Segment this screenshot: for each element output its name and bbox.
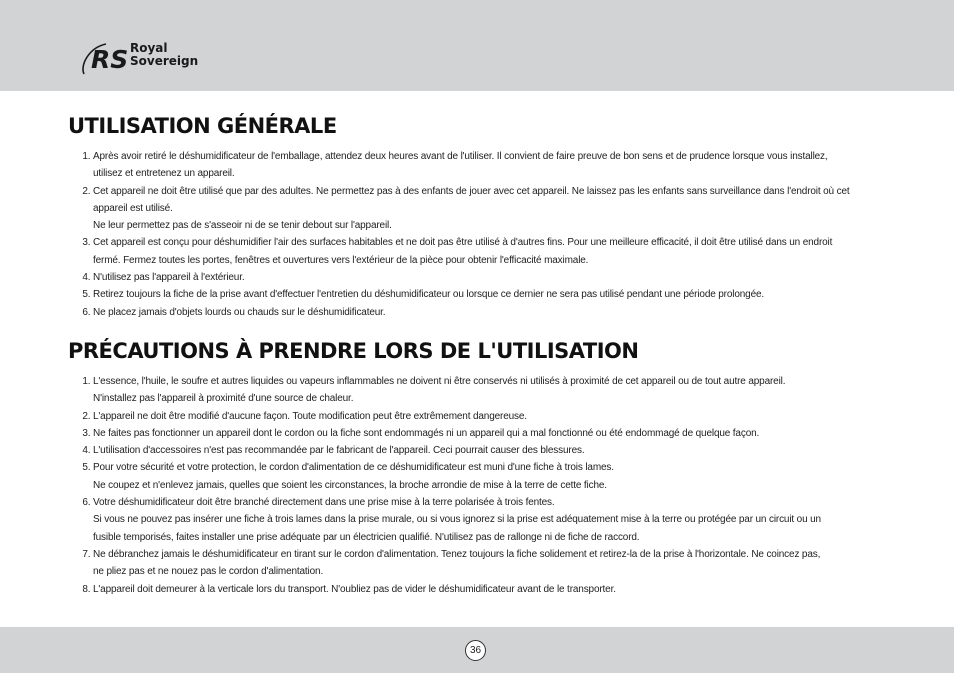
list-item-line: Pour votre sécurité et votre protection, le cordon d'alimentation de ce déshumidificateur est muni d'une fiche à trois lames. xyxy=(93,462,614,474)
list-item xyxy=(93,304,898,321)
rs-monogram-icon xyxy=(78,38,130,78)
list-item-line: N'utilisez pas l'appareil à l'extérieur. xyxy=(93,272,245,284)
list-item-line: Après avoir retiré le déshumidificateur de l'emballage, attendez deux heures avant de l'utiliser. Il convient de faire preuve de bon sens et de prudence lorsque vous installez, xyxy=(93,151,828,162)
page-content xyxy=(68,112,898,598)
logo-wordmark xyxy=(130,42,198,68)
list-item-line: Cet appareil ne doit être utilisé que par des adultes. Ne permettez pas à des enfants de jouer avec cet appareil. Ne laissez pas les enfants sans surveillance dans l'endroit où cet xyxy=(93,185,850,197)
monogram-text: RS xyxy=(91,45,129,74)
list-item xyxy=(93,234,898,269)
list-item xyxy=(93,425,898,442)
list-item-line: Ne faites pas fonctionner un appareil dont le cordon ou la fiche sont endommagés ni un appareil qui a mal fonctionné ou été endommagé de quelque façon. xyxy=(93,427,760,439)
list-item xyxy=(93,408,898,425)
list-item-line: utilisez et entretenez un appareil. xyxy=(93,168,235,180)
list-item-line: Ne leur permettez pas de s'asseoir ni de se tenir debout sur l'appareil. xyxy=(93,220,392,232)
list-item-line: Ne coupez et n'enlevez jamais, quelles que soient les circonstances, la broche arrondie de mise à la terre de cette fiche. xyxy=(93,479,607,491)
logo-line-2: Sovereign xyxy=(130,54,199,68)
list-item-line: Ne placez jamais d'objets lourds ou chauds sur le déshumidificateur. xyxy=(93,306,386,318)
general-use-list xyxy=(68,148,898,321)
logo-line-1: Royal xyxy=(130,41,168,55)
list-item xyxy=(93,442,898,459)
list-item xyxy=(93,459,898,494)
royal-sovereign-logo xyxy=(78,38,218,78)
list-item xyxy=(93,269,898,286)
list-item-line: Cet appareil est conçu pour déshumidifier l'air des surfaces habitables et ne doit pas être utilisé à d'autres fins. Pour une meilleure efficacité, il doit être utilisé dans un endroit xyxy=(93,237,833,249)
section-title-precautions: PRÉCAUTIONS À PRENDRE LORS DE L'UTILISATION xyxy=(68,338,639,363)
list-item-line: L'appareil doit demeurer à la verticale lors du transport. N'oubliez pas de vider le déshumidificateur avant de le transporter. xyxy=(93,583,616,595)
list-item xyxy=(93,546,898,581)
list-item-line: L'appareil ne doit être modifié d'aucune façon. Toute modification peut être extrêmement dangereuse. xyxy=(93,410,527,422)
list-item-line: Si vous ne pouvez pas insérer une fiche à trois lames dans la prise murale, ou si vous ignorez si la prise est adéquatement mise à la terre ou protégée par un circuit ou un xyxy=(93,514,821,526)
list-item-line: N'installez pas l'appareil à proximité d'une source de chaleur. xyxy=(93,393,354,405)
list-item xyxy=(93,373,898,408)
list-item xyxy=(93,148,898,183)
list-item-line: L'essence, l'huile, le soufre et autres liquides ou vapeurs inflammables ne doivent ni être conservés ni utilisés à proximité de cet appareil ou de tout autre appareil. xyxy=(93,375,786,387)
precautions-list xyxy=(68,373,898,598)
list-item xyxy=(93,183,898,235)
list-item-line: ne pliez pas et ne nouez pas le cordon d'alimentation. xyxy=(93,566,324,578)
list-item xyxy=(93,581,898,598)
list-item-line: Retirez toujours la fiche de la prise avant d'effectuer l'entretien du déshumidificateur ou lorsque ce dernier ne sera pas utilisé pendant une période prolongée. xyxy=(93,289,765,301)
list-item-line: L'utilisation d'accessoires n'est pas recommandée par le fabricant de l'appareil. Ceci pourrait causer des blessures. xyxy=(93,445,585,457)
list-item-line: fusible temporisés, faites installer une prise adéquate par un électricien qualifié. N'utilisez pas de rallonge ni de fiche de raccord. xyxy=(93,531,640,543)
list-item-line: fermé. Fermez toutes les portes, fenêtres et ouvertures vers l'extérieur de la pièce pour obtenir l'efficacité maximale. xyxy=(93,254,589,266)
page-number: 36 xyxy=(465,640,486,661)
list-item-line: Votre déshumidificateur doit être branché directement dans une prise mise à la terre polarisée à trois fentes. xyxy=(93,497,555,509)
section-title-general-use: UTILISATION GÉNÉRALE xyxy=(68,114,337,138)
header-band xyxy=(0,0,954,91)
list-item-line: appareil est utilisé. xyxy=(93,202,173,214)
list-item-line: Ne débranchez jamais le déshumidificateur en tirant sur le cordon d'alimentation. Tenez toujours la fiche solidement et retirez-la de la prise à l'horizontale. Ne coincez pas, xyxy=(93,548,821,560)
list-item xyxy=(93,286,898,303)
list-item xyxy=(93,494,898,546)
